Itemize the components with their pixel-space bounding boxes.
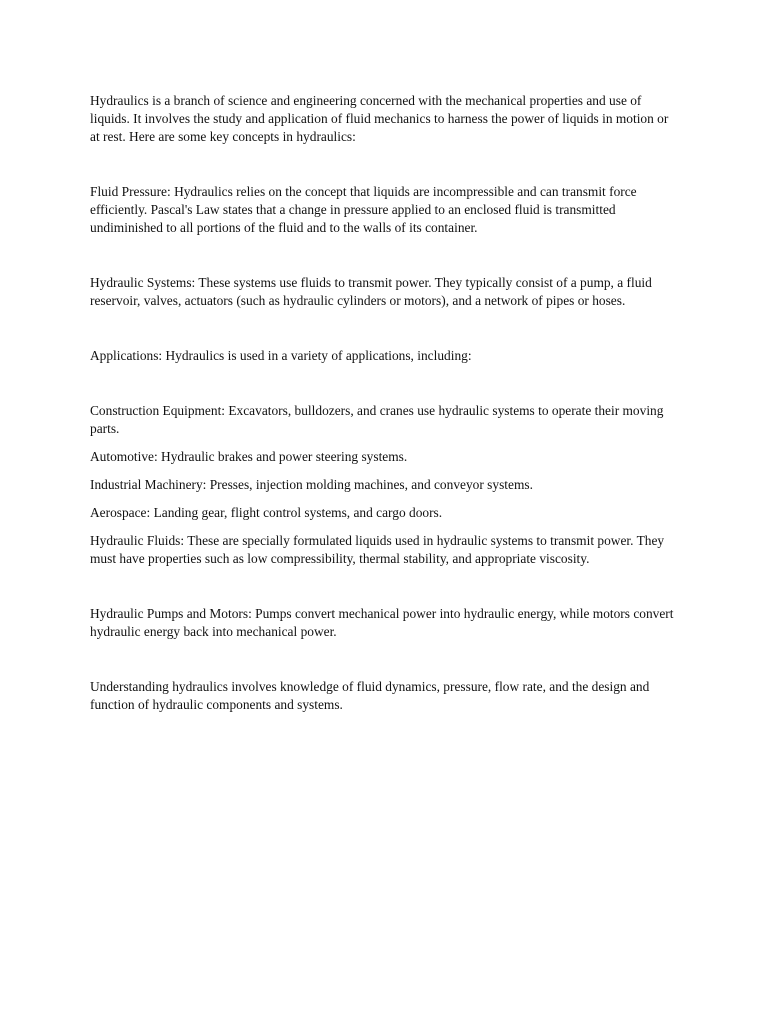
- document-body: [90, 92, 680, 714]
- applications-paragraph: Applications: Hydraulics is used in a variety of applications, including:: [90, 348, 472, 363]
- fluid-pressure-paragraph: Fluid Pressure: Hydraulics relies on the concept that liquids are incompressible and can transmit force efficiently. Pascal's Law states that a change in pressure applied to an enclosed fluid is transmitted undiminished to all portions of the fluid and to the walls of its container.: [90, 184, 637, 235]
- construction-equipment-paragraph: Construction Equipment: Excavators, bulldozers, and cranes use hydraulic systems to operate their moving parts.: [90, 403, 664, 436]
- conclusion-paragraph: Understanding hydraulics involves knowledge of fluid dynamics, pressure, flow rate, and the design and function of hydraulic components and systems.: [90, 679, 650, 712]
- pumps-motors-paragraph: Hydraulic Pumps and Motors: Pumps convert mechanical power into hydraulic energy, while motors convert hydraulic energy back into mechanical power.: [90, 606, 674, 639]
- hydraulic-systems-paragraph: Hydraulic Systems: These systems use fluids to transmit power. They typically consist of a pump, a fluid reservoir, valves, actuators (such as hydraulic cylinders or motors), and a network of pipes or hoses.: [90, 275, 652, 308]
- automotive-paragraph: Automotive: Hydraulic brakes and power steering systems.: [90, 449, 408, 464]
- industrial-machinery-paragraph: Industrial Machinery: Presses, injection molding machines, and conveyor systems.: [90, 477, 533, 492]
- aerospace-paragraph: Aerospace: Landing gear, flight control systems, and cargo doors.: [90, 505, 443, 520]
- hydraulic-fluids-paragraph: Hydraulic Fluids: These are specially formulated liquids used in hydraulic systems to transmit power. They must have properties such as low compressibility, thermal stability, and appropriate viscosity.: [90, 533, 665, 566]
- intro-paragraph: Hydraulics is a branch of science and engineering concerned with the mechanical properties and use of liquids. It involves the study and application of fluid mechanics to harness the power of liquids in motion or at rest. Here are some key concepts in hydraulics:: [90, 93, 669, 144]
